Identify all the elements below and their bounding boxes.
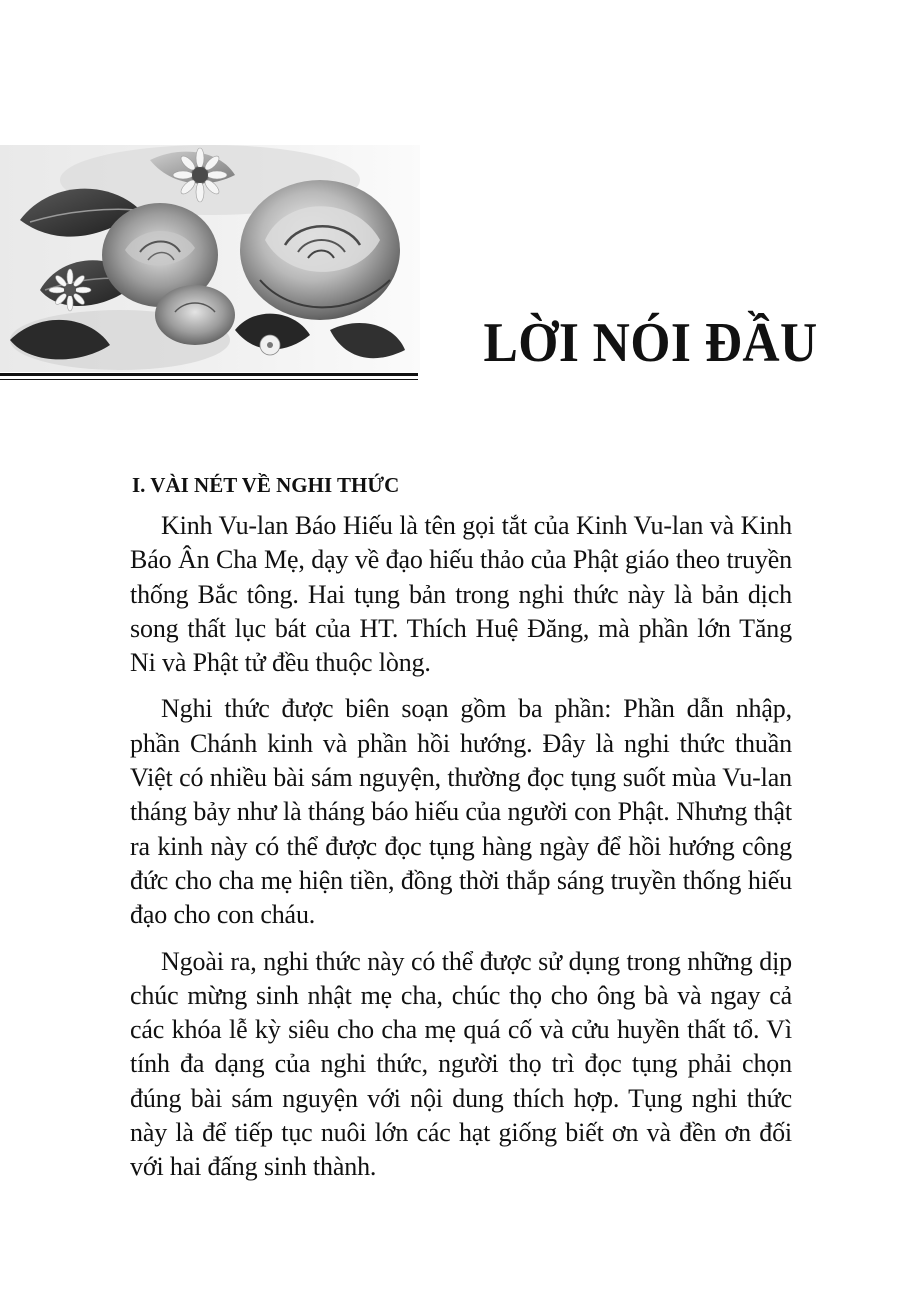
section-heading: I. VÀI NÉT VỀ NGHI THỨC	[132, 473, 400, 497]
paragraph-2: Nghi thức được biên soạn gồm ba phần: Phần dẫn nhập, phần Chánh kinh và phần hồi hướng. Đây là nghi thức thuần Việt có nhiều bài sám nguyện, thường đọc tụng suốt mùa Vu-lan tháng bảy như là tháng báo hiếu của người con Phật. Nhưng thật ra kinh này có thể được đọc tụng hàng ngày để hồi hướng công đức cho cha mẹ hiện tiền, đồng thời thắp sáng truyền thống hiếu đạo cho con cháu.	[130, 694, 792, 930]
decorative-flower-illustration	[0, 140, 420, 372]
paragraph-3: Ngoài ra, nghi thức này có thể được sử dụng trong những dịp chúc mừng sinh nhật mẹ cha, chúc thọ cho ông bà và ngay cả các khóa lễ kỳ siêu cho cha mẹ quá cố và cửu huyền thất tổ. Vì tính đa dạng của nghi thức, người thọ trì đọc tụng phải chọn đúng bài sám nguyện với nội dung thích hợp. Tụng nghi thức này là để tiếp tục nuôi lớn các hạt giống biết ơn và đền ơn đối với hai đấng sinh thành.	[130, 946, 792, 1182]
body-text	[130, 509, 792, 1197]
page-title: LỜI NÓI ĐẦU	[483, 312, 818, 374]
header-rule-thick	[0, 373, 418, 376]
paragraph-1: Kinh Vu-lan Báo Hiếu là tên gọi tắt của Kinh Vu-lan và Kinh Báo Ân Cha Mẹ, dạy về đạo hiếu thảo của Phật giáo theo truyền thống Bắc tông. Hai tụng bản trong nghi thức này là bản dịch song thất lục bát của HT. Thích Huệ Đăng, mà phần lớn Tăng Ni và Phật tử đều thuộc lòng.	[130, 511, 792, 678]
header-rule-thin	[0, 379, 418, 380]
